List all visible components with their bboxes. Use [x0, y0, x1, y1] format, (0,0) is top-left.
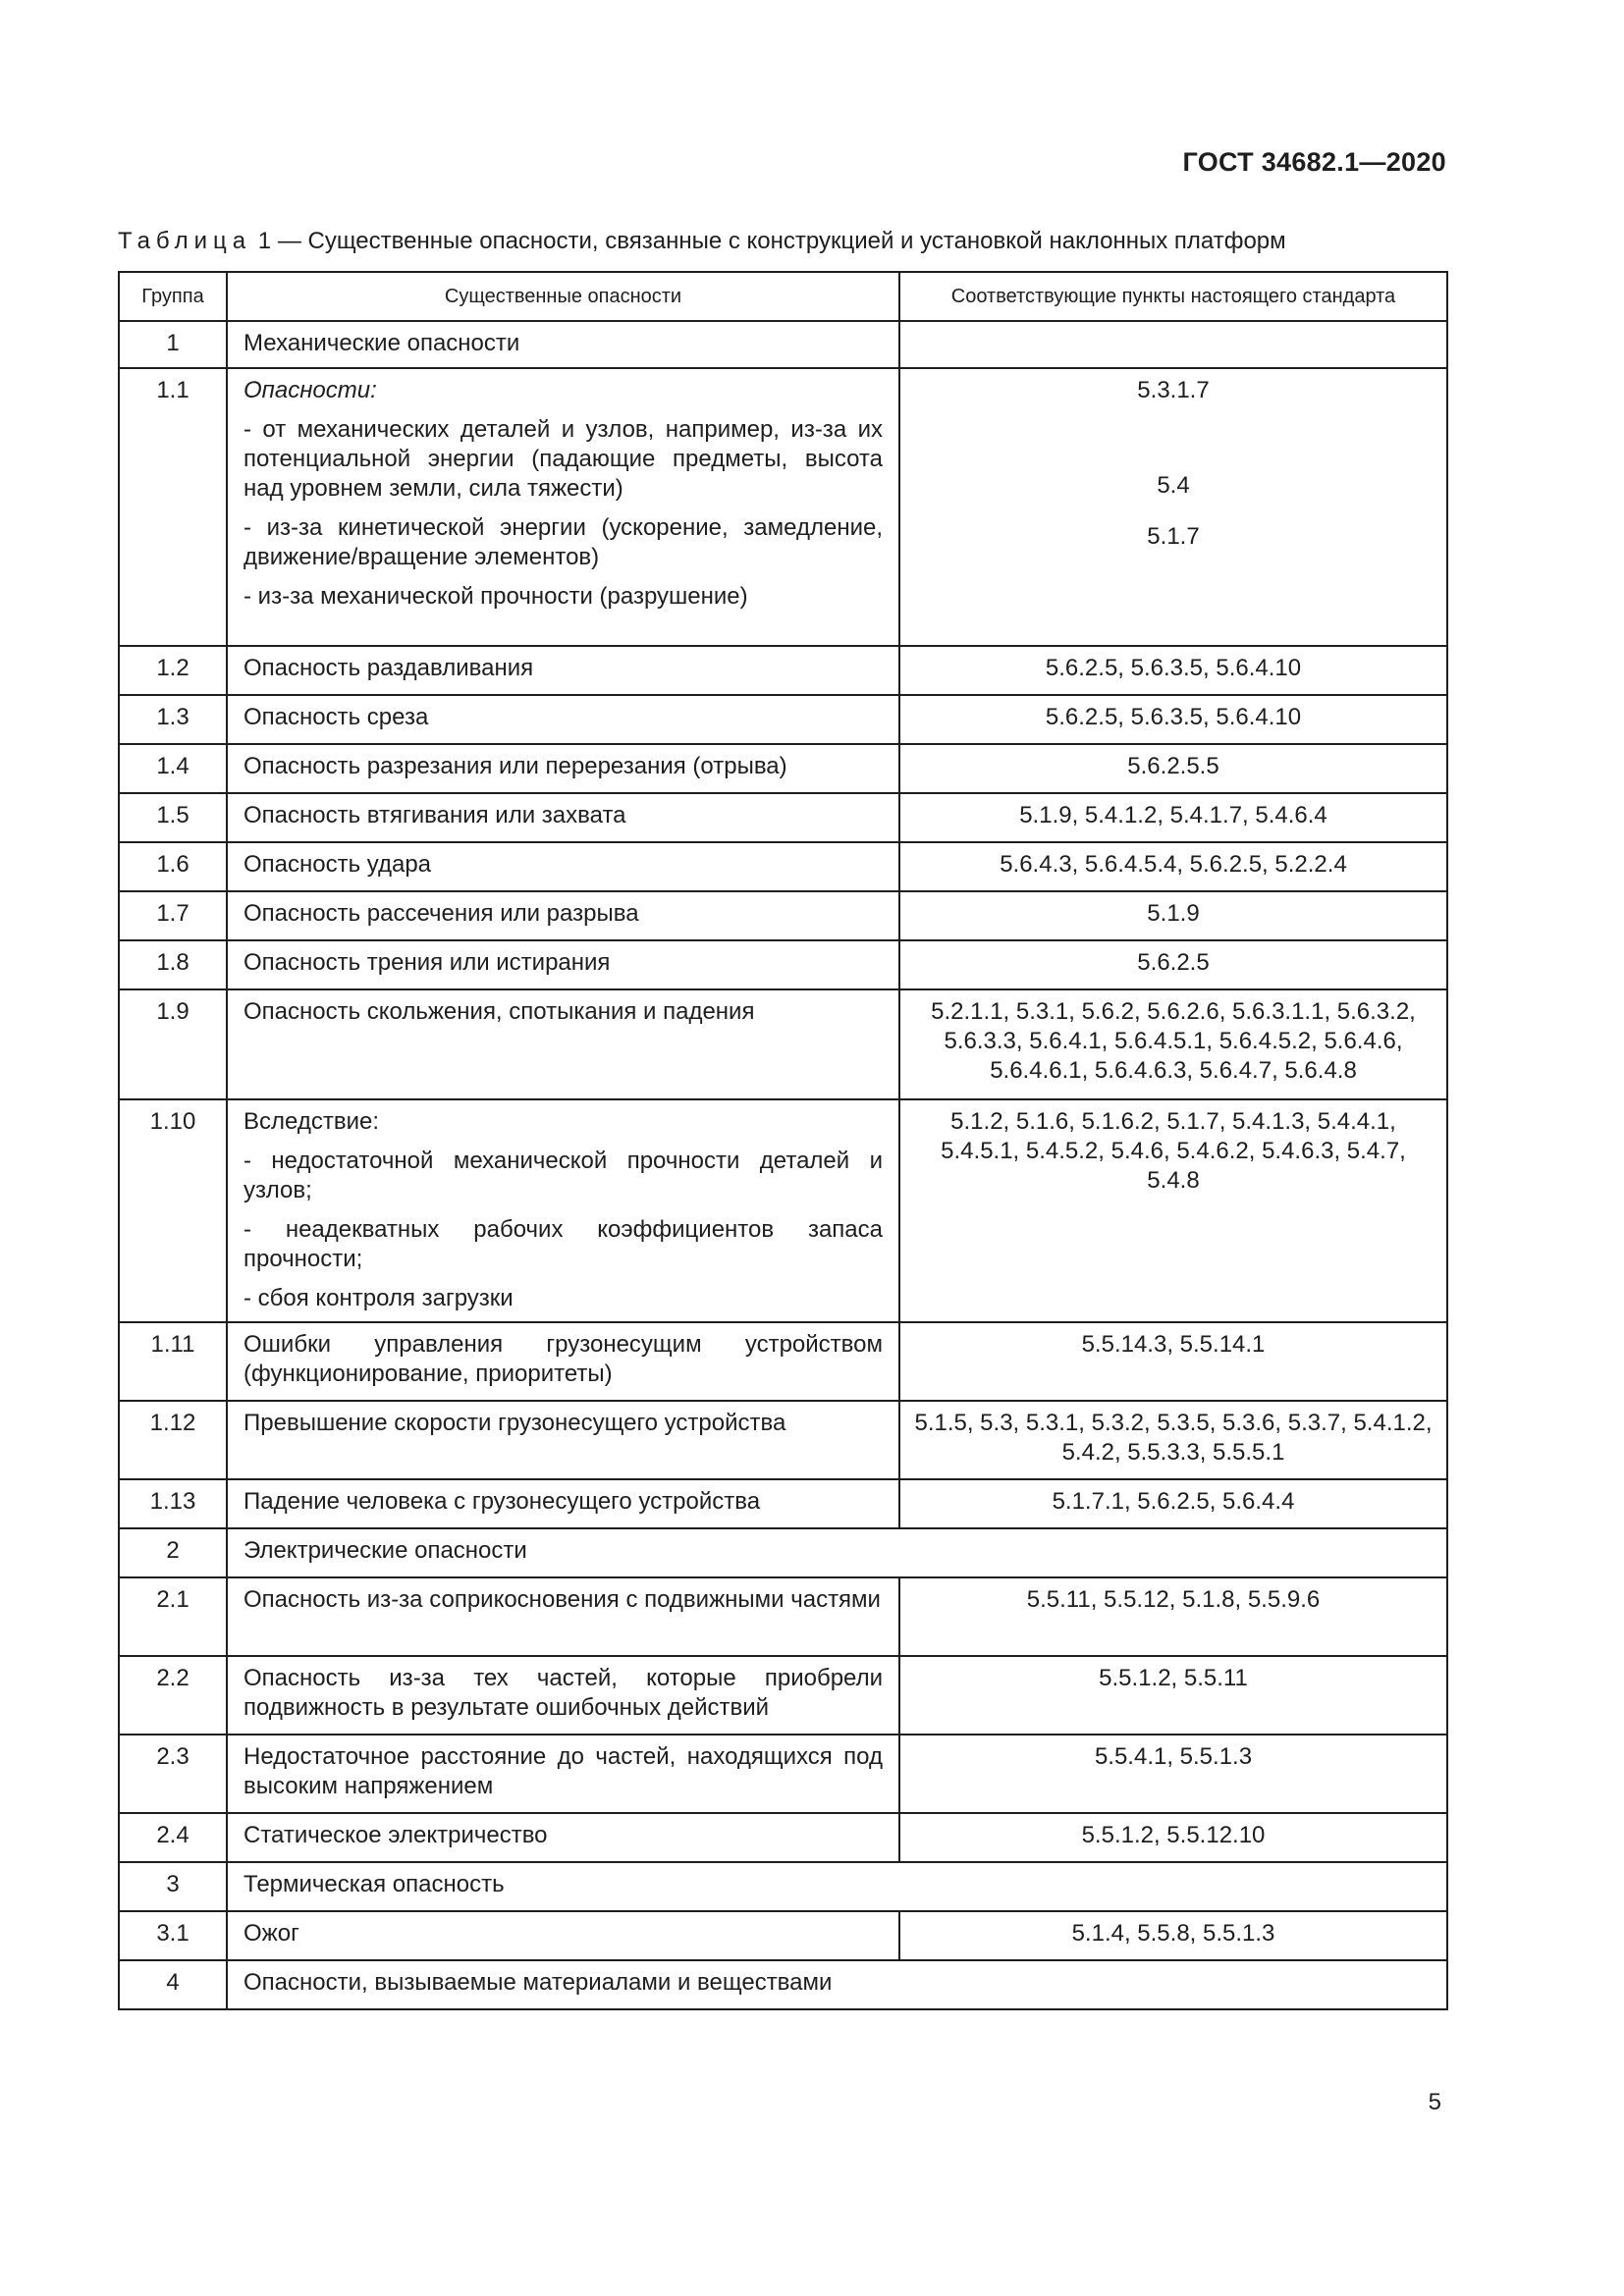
reference-value: 5.3.1.7: [1137, 377, 1210, 403]
group-cell: 1.3: [119, 695, 227, 744]
group-cell: 1.4: [119, 744, 227, 793]
table-header-row: [119, 272, 1447, 321]
hazard-subitem: - из-за кинетической энергии (ускорение, замедление, движение/вращение элементов): [244, 514, 883, 570]
hazard-cell: Опасность из-за соприкосновения с подвижными частями: [227, 1577, 899, 1656]
hazard-cell: Опасность трения или истирания: [227, 940, 899, 989]
table-row: [119, 1813, 1447, 1862]
table-row: [119, 940, 1447, 989]
reference-cell: 5.1.7.1, 5.6.2.5, 5.6.4.4: [899, 1479, 1447, 1528]
reference-cell: 5.1.4, 5.5.8, 5.5.1.3: [899, 1911, 1447, 1960]
document-code: ГОСТ 34682.1—2020: [1182, 147, 1446, 177]
reference-cell: 5.6.2.5, 5.6.3.5, 5.6.4.10: [899, 695, 1447, 744]
table-row: [119, 989, 1447, 1099]
reference-cell: 5.6.2.5: [899, 940, 1447, 989]
group-cell: 1.6: [119, 842, 227, 891]
hazard-cell: Опасность удара: [227, 842, 899, 891]
hazard-cell: Опасность рассечения или разрыва: [227, 891, 899, 940]
group-cell: 1: [119, 321, 227, 368]
group-cell: 2.3: [119, 1735, 227, 1813]
hazard-cell: Опасность втягивания или захвата: [227, 793, 899, 842]
group-cell: 1.8: [119, 940, 227, 989]
table-row: [119, 1322, 1447, 1401]
hazard-cell: Падение человека с грузонесущего устройства: [227, 1479, 899, 1528]
table-row: [119, 1911, 1447, 1960]
hazard-cell: Опасность разрезания или перерезания (отрыва): [227, 744, 899, 793]
caption-number: 1: [257, 228, 272, 254]
hazard-cell: Превышение скорости грузонесущего устройства: [227, 1401, 899, 1479]
table-row: [119, 695, 1447, 744]
table-row: [119, 368, 1447, 646]
group-cell: 1.13: [119, 1479, 227, 1528]
hazard-subitem: - неадекватных рабочих коэффициентов запаса прочности;: [244, 1216, 883, 1272]
reference-value: 5.1.7: [1147, 523, 1200, 550]
section-heading-cell: Термическая опасность: [227, 1862, 1447, 1911]
section-heading-cell: Электрические опасности: [227, 1528, 1447, 1577]
reference-cell: 5.5.14.3, 5.5.14.1: [899, 1322, 1447, 1401]
group-cell: 1.7: [119, 891, 227, 940]
hazard-cell: Опасность скольжения, спотыкания и падения: [227, 989, 899, 1099]
group-cell: 1.12: [119, 1401, 227, 1479]
reference-cell: 5.6.2.5.5: [899, 744, 1447, 793]
table-caption: [118, 228, 1286, 255]
hazard-cell: Опасность из-за тех частей, которые приобрели подвижность в результате ошибочных действий: [227, 1656, 899, 1735]
group-cell: 3: [119, 1862, 227, 1911]
page-number: 5: [1428, 2089, 1441, 2115]
reference-cell: [899, 321, 1447, 368]
table-row: [119, 1735, 1447, 1813]
table-row: [119, 1099, 1447, 1322]
table-row: [119, 1960, 1447, 2009]
hazard-subitem: - недостаточной механической прочности деталей и узлов;: [244, 1148, 883, 1203]
reference-cell: 5.1.5, 5.3, 5.3.1, 5.3.2, 5.3.5, 5.3.6, 5.3.7, 5.4.1.2, 5.4.2, 5.5.3.3, 5.5.5.1: [899, 1401, 1447, 1479]
header-clauses: Соответствующие пункты настоящего стандарта: [899, 272, 1447, 321]
table-row: [119, 646, 1447, 695]
section-heading-cell: Опасности, вызываемые материалами и веществами: [227, 1960, 1447, 2009]
hazard-cell: Ошибки управления грузонесущим устройством (функционирование, приоритеты): [227, 1322, 899, 1401]
header-hazards: Существенные опасности: [227, 272, 899, 321]
hazard-cell: [227, 368, 899, 646]
group-cell: 4: [119, 1960, 227, 2009]
table-row: [119, 1656, 1447, 1735]
table-row: [119, 321, 1447, 368]
reference-cell: 5.5.1.2, 5.5.11: [899, 1656, 1447, 1735]
hazard-cell: Опасность раздавливания: [227, 646, 899, 695]
reference-cell: 5.5.11, 5.5.12, 5.1.8, 5.5.9.6: [899, 1577, 1447, 1656]
group-cell: 2.1: [119, 1577, 227, 1656]
group-cell: 1.9: [119, 989, 227, 1099]
group-cell: 2.2: [119, 1656, 227, 1735]
reference-cell: 5.1.2, 5.1.6, 5.1.6.2, 5.1.7, 5.4.1.3, 5.4.4.1, 5.4.5.1, 5.4.5.2, 5.4.6, 5.4.6.2, 5.4.6.3, 5.4.7, 5.4.8: [899, 1099, 1447, 1322]
caption-label: Таблица: [118, 228, 252, 254]
group-cell: 2: [119, 1528, 227, 1577]
table-row: [119, 1528, 1447, 1577]
table-row: [119, 1401, 1447, 1479]
group-cell: 3.1: [119, 1911, 227, 1960]
reference-value: 5.4: [1157, 472, 1190, 499]
reference-cell: [899, 368, 1447, 646]
table-row: [119, 793, 1447, 842]
hazard-cell: Механические опасности: [227, 321, 899, 368]
reference-cell: 5.1.9, 5.4.1.2, 5.4.1.7, 5.4.6.4: [899, 793, 1447, 842]
caption-title: — Существенные опасности, связанные с конструкцией и установкой наклонных платформ: [277, 228, 1286, 254]
reference-cell: 5.5.4.1, 5.5.1.3: [899, 1735, 1447, 1813]
hazard-cell: Ожог: [227, 1911, 899, 1960]
reference-cell: 5.5.1.2, 5.5.12.10: [899, 1813, 1447, 1862]
hazard-subitem: - от механических деталей и узлов, например, из-за их потенциальной энергии (падающие предметы, высота над уровнем земли, сила тяжести): [244, 416, 883, 502]
reference-cell: 5.6.2.5, 5.6.3.5, 5.6.4.10: [899, 646, 1447, 695]
reference-cell: 5.6.4.3, 5.6.4.5.4, 5.6.2.5, 5.2.2.4: [899, 842, 1447, 891]
hazard-subitem: - из-за механической прочности (разрушение): [244, 583, 748, 610]
table-row: [119, 842, 1447, 891]
table-row: [119, 1577, 1447, 1656]
hazards-table: [118, 271, 1448, 2010]
table-row: [119, 744, 1447, 793]
hazard-cell: Статическое электричество: [227, 1813, 899, 1862]
reference-cell: 5.1.9: [899, 891, 1447, 940]
hazard-cell: Опасность среза: [227, 695, 899, 744]
group-cell: 1.11: [119, 1322, 227, 1401]
group-cell: 1.2: [119, 646, 227, 695]
group-cell: 2.4: [119, 1813, 227, 1862]
table-row: [119, 891, 1447, 940]
group-cell: 1.1: [119, 368, 227, 646]
group-cell: 1.5: [119, 793, 227, 842]
group-cell: 1.10: [119, 1099, 227, 1322]
hazard-subitem: - сбоя контроля загрузки: [244, 1285, 514, 1311]
hazard-intro: Вследствие:: [244, 1108, 379, 1135]
hazard-cell: Недостаточное расстояние до частей, находящихся под высоким напряжением: [227, 1735, 899, 1813]
header-group: Группа: [119, 272, 227, 321]
table-row: [119, 1479, 1447, 1528]
table-row: [119, 1862, 1447, 1911]
hazard-intro: Опасности:: [244, 377, 377, 403]
hazard-cell: [227, 1099, 899, 1322]
reference-cell: 5.2.1.1, 5.3.1, 5.6.2, 5.6.2.6, 5.6.3.1.1, 5.6.3.2, 5.6.3.3, 5.6.4.1, 5.6.4.5.1, 5.6.4.5.2, 5.6.4.6, 5.6.4.6.1, 5.6.4.6.3, 5.6.4.7, 5.6.4.8: [899, 989, 1447, 1099]
